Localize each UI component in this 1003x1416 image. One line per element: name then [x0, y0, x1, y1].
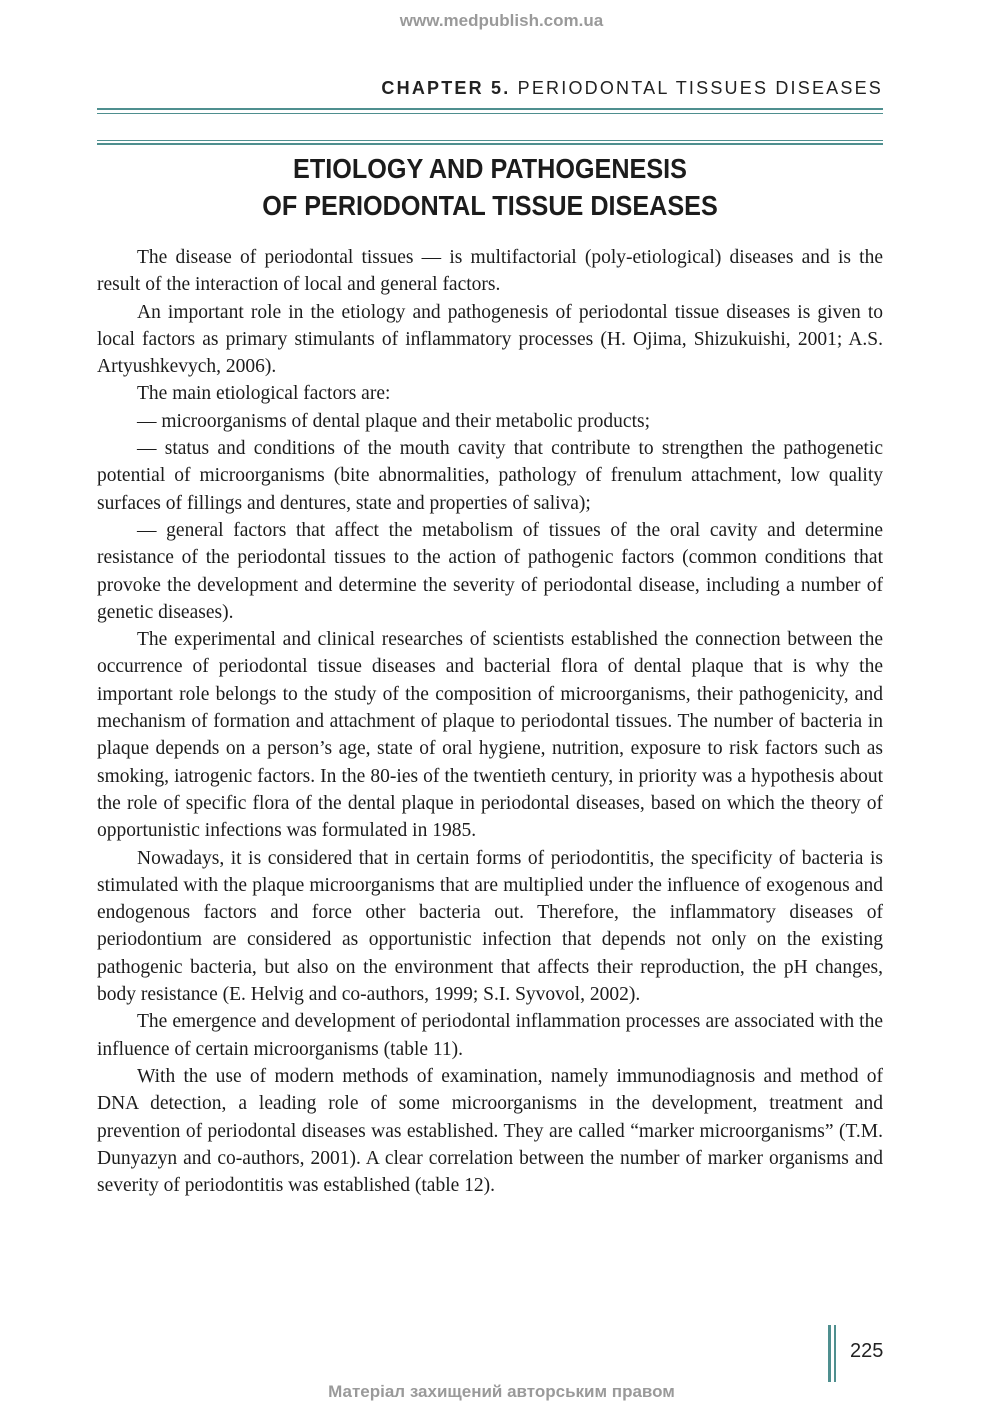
body-text: [97, 244, 883, 1199]
header-rule-4: [97, 143, 883, 145]
page-number: 225: [850, 1340, 884, 1362]
page-marker-bar: [834, 1325, 836, 1382]
list-item: — general factors that affect the metabolism of tissues of the oral cavity and determine resistance of the periodontal tissues to the action of pathogenic factors (common conditions that provoke the development and determine the severity of periodontal disease, including a number of genetic diseases).: [97, 519, 883, 623]
paragraph: The emergence and development of periodontal inflammation processes are associated with the influence of certain microorganisms (table 11).: [97, 1011, 883, 1060]
chapter-label: CHAPTER 5.: [381, 78, 511, 98]
watermark-top: www.medpublish.com.ua: [399, 11, 604, 30]
list-item: — status and conditions of the mouth cavity that contribute to strengthen the pathogenetic potential of microorganisms (bite abnormalities, pathology of frenulum attachment, low quality surfaces of fillings and dentures, state and properties of saliva);: [97, 438, 883, 514]
paragraph: The experimental and clinical researches of scientists established the connection between the occurrence of periodontal tissue diseases and bacterial flora of dental plaque that is why the important role belongs to the study of the composition of microorganisms, their pathogenicity, and mechanism of formation and attachment of plaque to periodontal tissues. The number of bacteria in plaque depends on a person’s age, state of oral hygiene, nutrition, exposure to risk factors such as smoking, iatrogenic factors. In the 80-ies of the twentieth century, in priority was a hypothesis about the role of specific flora of the dental plaque in periodontal diseases, based on which the theory of opportunistic infections was formulated in 1985.: [97, 629, 883, 842]
paragraph: An important role in the etiology and pathogenesis of periodontal tissue diseases is given to local factors as primary stimulants of inflammatory processes (H. Ojima, Shizukuishi, 2001; A.S. Artyushkevych, 2006).: [97, 301, 883, 378]
paragraph: The main etiological factors are:: [137, 383, 391, 405]
section-title: [136, 150, 843, 224]
header-rule-1: [97, 108, 883, 110]
page-marker-bar: [828, 1325, 831, 1382]
watermark-bottom: Матеріал захищений авторським правом: [328, 1382, 675, 1401]
header-rule-2: [97, 113, 883, 114]
chapter-header: [381, 78, 883, 99]
section-title-line2: OF PERIODONTAL TISSUE DISEASES: [262, 190, 718, 221]
paragraph: With the use of modern methods of examination, namely immunodiagnosis and method of DNA detection, a leading role of some microorganisms in the development, treatment and prevention of periodontal diseases was established. They are called “marker microorganisms” (T.M. Dunyazyn and co-authors, 2001). A clear correlation between the number of marker organisms and severity of periodontitis was established (table 12).: [97, 1065, 883, 1197]
chapter-title: PERIODONTAL TISSUES DISEASES: [517, 78, 883, 98]
paragraph: The disease of periodontal tissues — is multifactorial (poly-etiological) diseases and is the result of the interaction of local and general factors.: [97, 247, 883, 296]
list-item: — microorganisms of dental plaque and their metabolic products;: [137, 410, 651, 432]
paragraph: Nowadays, it is considered that in certain forms of periodontitis, the specificity of bacteria is stimulated with the plaque microorganisms that are multiplied under the influence of exogenous and endogenous factors and force other bacteria out. Therefore, the inflammatory diseases of periodontium are considered as opportunistic infection that depends not only on the existing pathogenic bacteria, but also on the environment that affects their reproduction, the pH changes, body resistance (E. Helvig and co-authors, 1999; S.I. Syvovol, 2002).: [97, 847, 883, 1006]
section-title-line1: ETIOLOGY AND PATHOGENESIS: [293, 153, 687, 184]
header-rule-3: [97, 140, 883, 141]
